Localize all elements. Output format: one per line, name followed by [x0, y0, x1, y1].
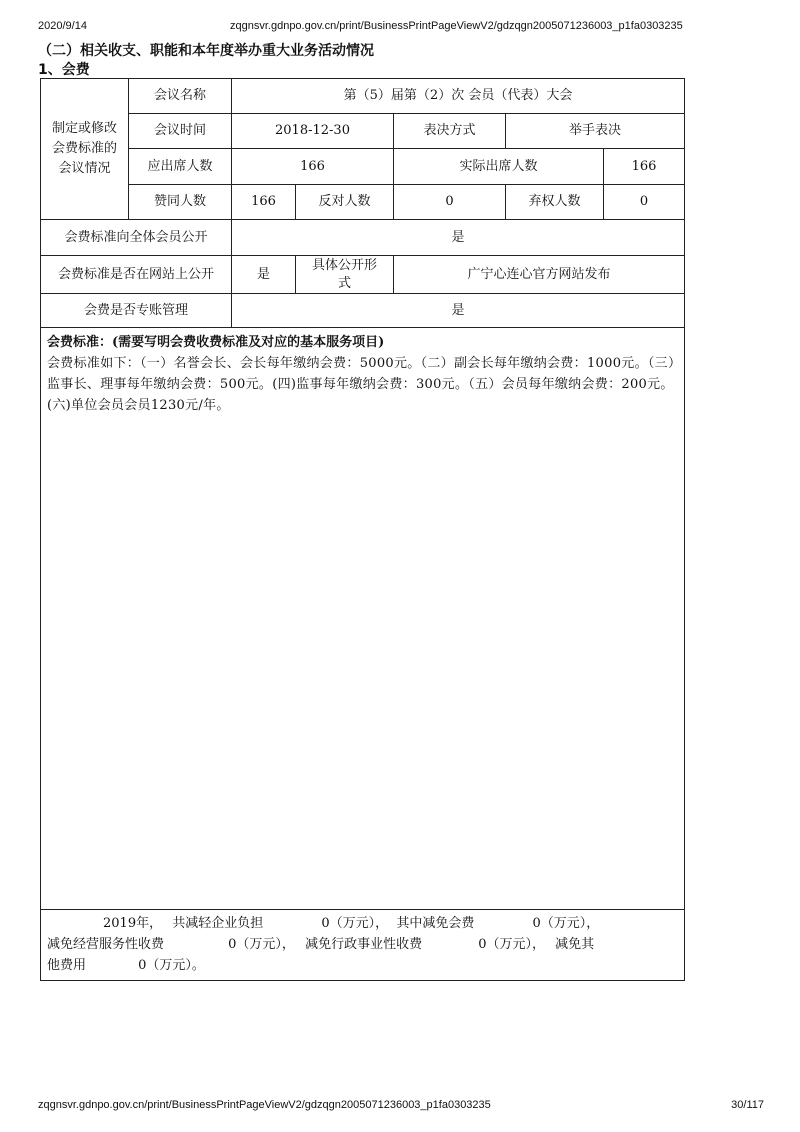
oppose-label: 反对人数: [296, 185, 394, 220]
actual-attend-value: 166: [604, 149, 685, 185]
public-disclosure-row: [41, 220, 685, 256]
membership-fee-table: [40, 78, 685, 981]
approve-label: 赞同人数: [129, 185, 232, 220]
reduction-other-label-cont: 他费用: [47, 958, 87, 973]
reduction-cell: [41, 910, 685, 981]
website-disclosure-value: 是: [232, 256, 296, 294]
public-disclosure-label: 会费标准向全体会员公开: [41, 220, 232, 256]
print-url: zqgnsvr.gdnpo.gov.cn/print/BusinessPrintPageViewV2/gdzqgn2005071236003_p1fa0303235: [230, 20, 683, 32]
public-disclosure-value: 是: [232, 220, 685, 256]
oppose-value: 0: [394, 185, 506, 220]
fee-standard-heading: 会费标准：(需要写明会费收费标准及对应的基本服务项目): [47, 335, 385, 350]
reduction-admin-label: 减免行政事业性收费: [305, 937, 423, 952]
should-attend-value: 166: [232, 149, 394, 185]
website-disclosure-row: [41, 256, 685, 294]
vote-method-value: 举手表决: [506, 114, 685, 149]
disclosure-form-label: 具体公开形式: [296, 256, 394, 294]
section-title: （二）相关收支、职能和本年度举办重大业务活动情况: [38, 43, 374, 59]
reduction-total-value: 0（万元），: [321, 916, 389, 931]
reduction-other-value: 0（万元）。: [138, 958, 205, 973]
reduction-other-label: 减免其: [555, 937, 595, 952]
fee-standard-cell: [41, 328, 685, 910]
meeting-time-label: 会议时间: [129, 114, 232, 149]
approve-value: 166: [232, 185, 296, 220]
reduction-service-value: 0（万元），: [228, 937, 295, 952]
print-date: 2020/9/14: [38, 20, 87, 32]
abstain-value: 0: [604, 185, 685, 220]
reduction-service-label: 减免经营服务性收费: [47, 937, 165, 952]
disclosure-form-value: 广宁心连心官方网站发布: [394, 256, 685, 294]
meeting-time-value: 2018-12-30: [232, 114, 394, 149]
reduction-year: 2019年，: [103, 916, 163, 931]
dedicated-account-row: [41, 294, 685, 328]
vote-method-label: 表决方式: [394, 114, 506, 149]
reduction-row: [41, 910, 685, 981]
website-disclosure-label: 会费标准是否在网站上公开: [41, 256, 232, 294]
dedicated-account-value: 是: [232, 294, 685, 328]
fee-standard-row: [41, 328, 685, 910]
vote-count-row: [41, 185, 685, 220]
reduction-member-fee-label: 其中减免会费: [396, 916, 475, 931]
page-number: 30/117: [731, 1099, 764, 1111]
reduction-member-fee-value: 0（万元），: [532, 916, 600, 931]
dedicated-account-label: 会费是否专账管理: [41, 294, 232, 328]
meeting-name-value: 第（5）届第（2）次 会员（代表）大会: [232, 79, 685, 114]
actual-attend-label: 实际出席人数: [394, 149, 604, 185]
meeting-time-row: [41, 114, 685, 149]
reduction-admin-value: 0（万元），: [478, 937, 546, 952]
attendance-row: [41, 149, 685, 185]
meeting-group-label: 制定或修改会费标准的会议情况: [41, 79, 129, 220]
fee-standard-text: 会费标准如下：（一）名誉会长、会长每年缴纳会费：5000元。（二）副会长每年缴纳会费：1000元。（三）监事长、理事每年缴纳会费：500元。(四)监事每年缴纳会费：300元。（五）会员每年缴纳会费：200元。 (六)单位会员会员1230元/年。: [47, 356, 675, 413]
should-attend-label: 应出席人数: [129, 149, 232, 185]
abstain-label: 弃权人数: [506, 185, 604, 220]
meeting-name-label: 会议名称: [129, 79, 232, 114]
reduction-total-label: 共减轻企业负担: [172, 916, 264, 931]
footer-url: zqgnsvr.gdnpo.gov.cn/print/BusinessPrintPageViewV2/gdzqgn2005071236003_p1fa0303235: [38, 1099, 491, 1111]
meeting-name-row: [41, 79, 685, 114]
section-subtitle: 1、会费: [38, 62, 90, 78]
